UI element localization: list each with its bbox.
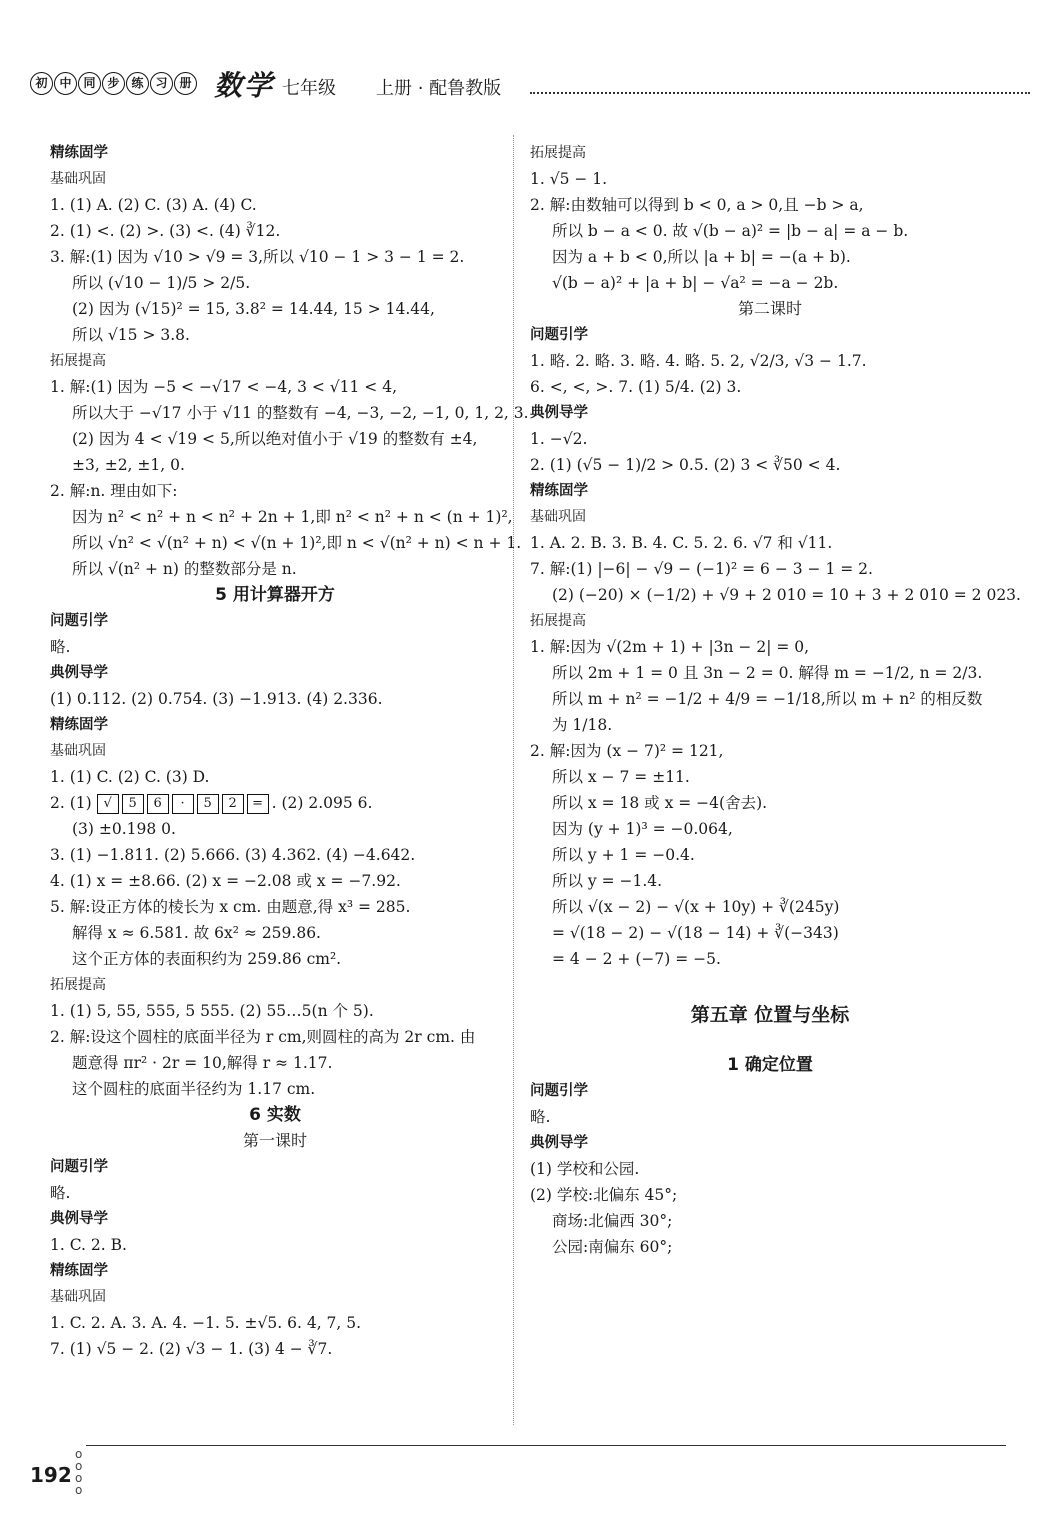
answer-line: (2) 学校:北偏东 45°; (530, 1186, 678, 1204)
answer-line: 1. (1) A. (2) C. (3) A. (4) C. (50, 196, 257, 214)
answer-line: 5. 解:设正方体的棱长为 x cm. 由题意,得 x³ = 285. (50, 898, 411, 916)
answer-line: 3. 解:(1) 因为 √10 > √9 = 3,所以 √10 − 1 > 3 − 1 = 2. (50, 248, 465, 266)
series-badges (30, 72, 197, 95)
answer-line: 为 1/18. (552, 716, 613, 734)
chapter-title: 第五章 位置与坐标 (690, 1004, 850, 1026)
answer-line: 所以 y = −1.4. (552, 872, 663, 890)
answer-line: 2. (1) (√5 − 1)/2 > 0.5. (2) 3 < ∛50 < 4. (530, 456, 841, 474)
answer-line: 略. (50, 1184, 71, 1202)
edition-label: 上册 · 配鲁教版 (376, 78, 502, 99)
footer-decoration: o o o o (75, 1447, 83, 1497)
answer-line: 7. (1) √5 − 2. (2) √3 − 1. (3) 4 − ∛7. (50, 1340, 333, 1358)
answer-line: 略. (50, 638, 71, 656)
calculator-key: = (247, 794, 269, 814)
header-dotted-rule (530, 92, 1030, 94)
answer-line: 所以大于 −√17 小于 √11 的整数有 −4, −3, −2, −1, 0, 1, 2, 3. (72, 404, 529, 422)
answer-line: 6. <, <, >. 7. (1) 5/4. (2) 3. (530, 378, 742, 396)
subsection-heading: 拓展提高 (50, 353, 106, 369)
answer-line: 所以 √n² < √(n² + n) < √(n + 1)²,即 n < √(n² + n) < n + 1. (72, 534, 522, 552)
answer-line: √(b − a)² + |a + b| − √a² = −a − 2b. (552, 274, 839, 292)
calculator-key: 5 (197, 794, 219, 814)
answer-line: 解得 x ≈ 6.581. 故 6x² ≈ 259.86. (72, 924, 321, 942)
section-title: 6 实数 (249, 1105, 301, 1125)
answer-line: 所以 x − 7 = ±11. (552, 768, 690, 786)
series-badge: 册 (174, 72, 197, 95)
subsection-heading: 基础巩固 (50, 743, 106, 759)
answer-line: 公园:南偏东 60°; (552, 1238, 673, 1256)
answer-line: = √(18 − 2) − √(18 − 14) + ∛(−343) (552, 924, 839, 942)
answer-line: 1. C. 2. B. (50, 1236, 127, 1254)
calculator-key: 2 (222, 794, 244, 814)
section-title: 1 确定位置 (727, 1055, 813, 1075)
answer-line: 这个圆柱的底面半径约为 1.17 cm. (72, 1080, 316, 1098)
answer-line: 1. (1) C. (2) C. (3) D. (50, 768, 210, 786)
footer-rule (86, 1445, 1006, 1446)
subsection-heading: 基础巩固 (50, 1289, 106, 1305)
answer-text: . (2) 2.095 6. (271, 794, 373, 812)
section-heading: 精练固学 (50, 145, 108, 161)
answer-line: 2. 解:设这个圆柱的底面半径为 r cm,则圆柱的高为 2r cm. 由 (50, 1028, 476, 1046)
answer-line: 1. 解:因为 √(2m + 1) + |3n − 2| = 0, (530, 638, 810, 656)
answer-line: = 4 − 2 + (−7) = −5. (552, 950, 721, 968)
answer-line: (2) (−20) × (−1/2) + √9 + 2 010 = 10 + 3 + 2 010 = 2 023. (552, 586, 1021, 604)
series-badge: 练 (126, 72, 149, 95)
answer-line: 2. 解:由数轴可以得到 b < 0, a > 0,且 −b > a, (530, 196, 864, 214)
answer-line: 7. 解:(1) |−6| − √9 − (−1)² = 6 − 3 − 1 = 2. (530, 560, 873, 578)
answer-line: 1. √5 − 1. (530, 170, 608, 188)
answer-line: 1. −√2. (530, 430, 588, 448)
answer-line: 因为 n² < n² + n < n² + 2n + 1,即 n² < n² + n < (n + 1)², (72, 508, 513, 526)
answer-line: 2. 解:n. 理由如下: (50, 482, 178, 500)
answer-line: 2. 解:因为 (x − 7)² = 121, (530, 742, 724, 760)
section-heading: 典例导学 (50, 665, 108, 681)
answer-line: (1) 学校和公园. (530, 1160, 640, 1178)
answer-line: 1. C. 2. A. 3. A. 4. −1. 5. ±√5. 6. 4, 7, 5. (50, 1314, 362, 1332)
answer-line: 所以 m + n² = −1/2 + 4/9 = −1/18,所以 m + n² 的相反数 (552, 690, 983, 708)
subsection-heading: 拓展提高 (50, 977, 106, 993)
answer-line: 所以 √(n² + n) 的整数部分是 n. (72, 560, 297, 578)
answer-line (50, 790, 500, 816)
section-heading: 问题引学 (530, 1083, 588, 1099)
section-heading: 典例导学 (50, 1211, 108, 1227)
answer-line: (3) ±0.198 0. (72, 820, 176, 838)
section-title: 5 用计算器开方 (215, 585, 335, 605)
answer-line: (1) 0.112. (2) 0.754. (3) −1.913. (4) 2.336. (50, 690, 383, 708)
section-heading: 问题引学 (530, 327, 588, 343)
subsection-heading: 基础巩固 (50, 171, 106, 187)
column-divider (513, 135, 514, 1425)
section-heading: 问题引学 (50, 613, 108, 629)
answer-line: 略. (530, 1108, 551, 1126)
answer-line: 1. 略. 2. 略. 3. 略. 4. 略. 5. 2, √2/3, √3 − 1.7. (530, 352, 867, 370)
section-heading: 典例导学 (530, 1135, 588, 1151)
answer-line: 2. (1) <. (2) >. (3) <. (4) ∛12. (50, 222, 281, 240)
answer-line: 1. 解:(1) 因为 −5 < −√17 < −4, 3 < √11 < 4, (50, 378, 398, 396)
calculator-key: 5 (122, 794, 144, 814)
series-badge: 中 (54, 72, 77, 95)
series-badge: 初 (30, 72, 53, 95)
page-header (30, 70, 1030, 110)
subsection-heading: 拓展提高 (530, 145, 586, 161)
answer-line: 商场:北偏西 30°; (552, 1212, 673, 1230)
subsection-heading: 拓展提高 (530, 613, 586, 629)
series-badge: 习 (150, 72, 173, 95)
answer-line: 因为 a + b < 0,所以 |a + b| = −(a + b). (552, 248, 851, 266)
lesson-title: 第二课时 (737, 299, 802, 318)
section-heading: 问题引学 (50, 1159, 108, 1175)
answer-line: ±3, ±2, ±1, 0. (72, 456, 185, 474)
left-column (50, 140, 529, 1362)
answer-line: (2) 因为 (√15)² = 15, 3.8² = 14.44, 15 > 14.44, (72, 300, 435, 318)
answer-line: 1. A. 2. B. 3. B. 4. C. 5. 2. 6. √7 和 √11. (530, 534, 833, 552)
grade-label: 七年级 (282, 78, 336, 99)
page-number: 192 (30, 1463, 72, 1487)
section-heading: 典例导学 (530, 405, 588, 421)
answer-line: 题意得 πr² · 2r = 10,解得 r ≈ 1.17. (72, 1054, 333, 1072)
answer-line: 所以 √(x − 2) − √(x + 10y) + ∛(245y) (552, 898, 840, 916)
answer-line: 所以 2m + 1 = 0 且 3n − 2 = 0. 解得 m = −1/2, n = 2/3. (552, 664, 983, 682)
right-column (530, 140, 1021, 1260)
answer-line: 1. (1) 5, 55, 555, 5 555. (2) 55…5(n 个 5). (50, 1002, 374, 1020)
answer-line: (2) 因为 4 < √19 < 5,所以绝对值小于 √19 的整数有 ±4, (72, 430, 478, 448)
section-heading: 精练固学 (50, 1263, 108, 1279)
answer-line: 所以 x = 18 或 x = −4(舍去). (552, 794, 768, 812)
answer-line: 所以 (√10 − 1)/5 > 2/5. (72, 274, 251, 292)
subject-title: 数学 (214, 69, 275, 102)
lesson-title: 第一课时 (242, 1131, 307, 1150)
answer-line: 因为 (y + 1)³ = −0.064, (552, 820, 733, 838)
series-badge: 同 (78, 72, 101, 95)
calculator-key: √ (97, 794, 119, 814)
calculator-key: 6 (147, 794, 169, 814)
answer-line: 3. (1) −1.811. (2) 5.666. (3) 4.362. (4) −4.642. (50, 846, 416, 864)
section-heading: 精练固学 (50, 717, 108, 733)
calculator-key: · (172, 794, 194, 814)
subsection-heading: 基础巩固 (530, 509, 586, 525)
section-heading: 精练固学 (530, 483, 588, 499)
answer-text: 2. (1) (50, 794, 92, 812)
answer-line: 4. (1) x = ±8.66. (2) x = −2.08 或 x = −7.92. (50, 872, 401, 890)
series-badge: 步 (102, 72, 125, 95)
answer-line: 所以 b − a < 0. 故 √(b − a)² = |b − a| = a − b. (552, 222, 909, 240)
answer-line: 所以 y + 1 = −0.4. (552, 846, 695, 864)
answer-line: 所以 √15 > 3.8. (72, 326, 190, 344)
answer-line: 这个正方体的表面积约为 259.86 cm². (72, 950, 342, 968)
